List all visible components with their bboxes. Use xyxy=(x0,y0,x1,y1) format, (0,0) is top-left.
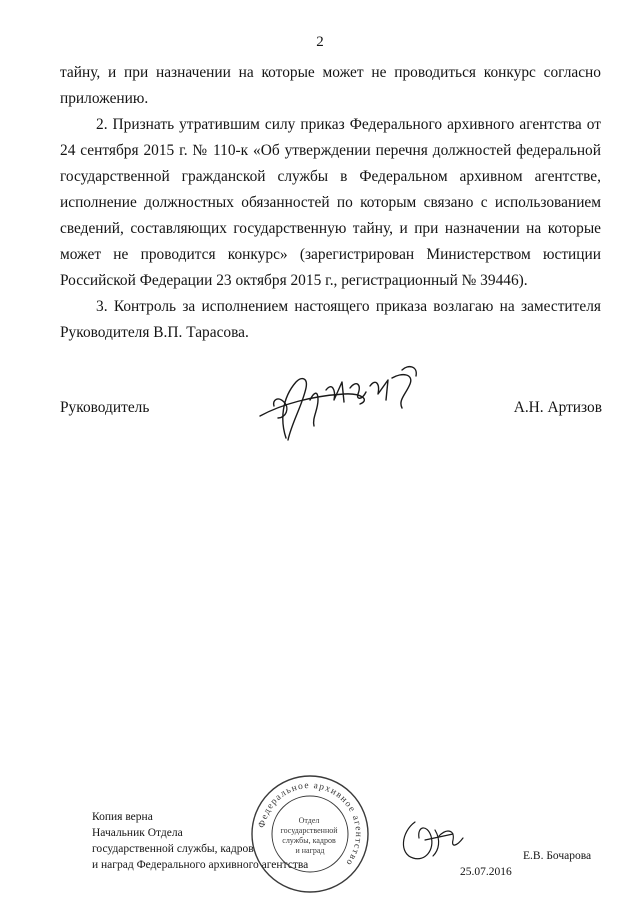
paragraph-continuation: тайну, и при назначении на которые может не проводиться конкурс согласно приложению. xyxy=(60,64,601,107)
paragraph-2: 2. Признать утратившим силу приказ Федерального архивного агентства от 24 сентября 2015 г. № 110-к «Об утверждении перечня должностей федеральной государственной гражданской службы в Федеральном архивном агентстве, исполнение должностных обязанностей по которым связано с использованием сведений, составляющих государственную тайну, и при назначении на которые может не проводится конкурс» (зарегистрирован Министерством юстиции Российской Федерации 23 октября 2015 г., регистрационный № 39446). xyxy=(60,116,601,289)
svg-text:Отдел государственной xyxy=(280,816,339,855)
signatory-role: Руководитель xyxy=(60,399,150,416)
copy-line-1: Копия верна xyxy=(92,811,153,823)
page-number: 2 xyxy=(316,34,324,50)
paragraph-3: 3. Контроль за исполнением настоящего приказа возлагаю на заместителя Руководителя В.П. Тарасова. xyxy=(60,298,601,341)
stamp-center-line-2: государственной xyxy=(280,826,338,835)
stamp-ring-text: Федеральное архивное агентство xyxy=(257,780,364,868)
copy-line-3: государственной службы, кадров xyxy=(92,843,254,855)
stamp-center-line-1: Отдел xyxy=(298,816,320,825)
handwritten-signature xyxy=(252,360,432,452)
signatory-name: А.Н. Артизов xyxy=(513,399,602,416)
official-stamp xyxy=(248,772,372,896)
copy-line-4: и наград Федерального архивного агентства xyxy=(92,859,309,871)
document-body xyxy=(60,60,601,346)
stamp-center-line-3: службы, кадров xyxy=(282,836,336,845)
certifier-name: Е.В. Бочарова xyxy=(523,850,592,862)
copy-line-2: Начальник Отдела xyxy=(92,827,183,839)
copy-date: 25.07.2016 xyxy=(460,866,512,878)
certifier-signature xyxy=(395,810,467,864)
stamp-center-line-4: и наград xyxy=(295,846,325,855)
